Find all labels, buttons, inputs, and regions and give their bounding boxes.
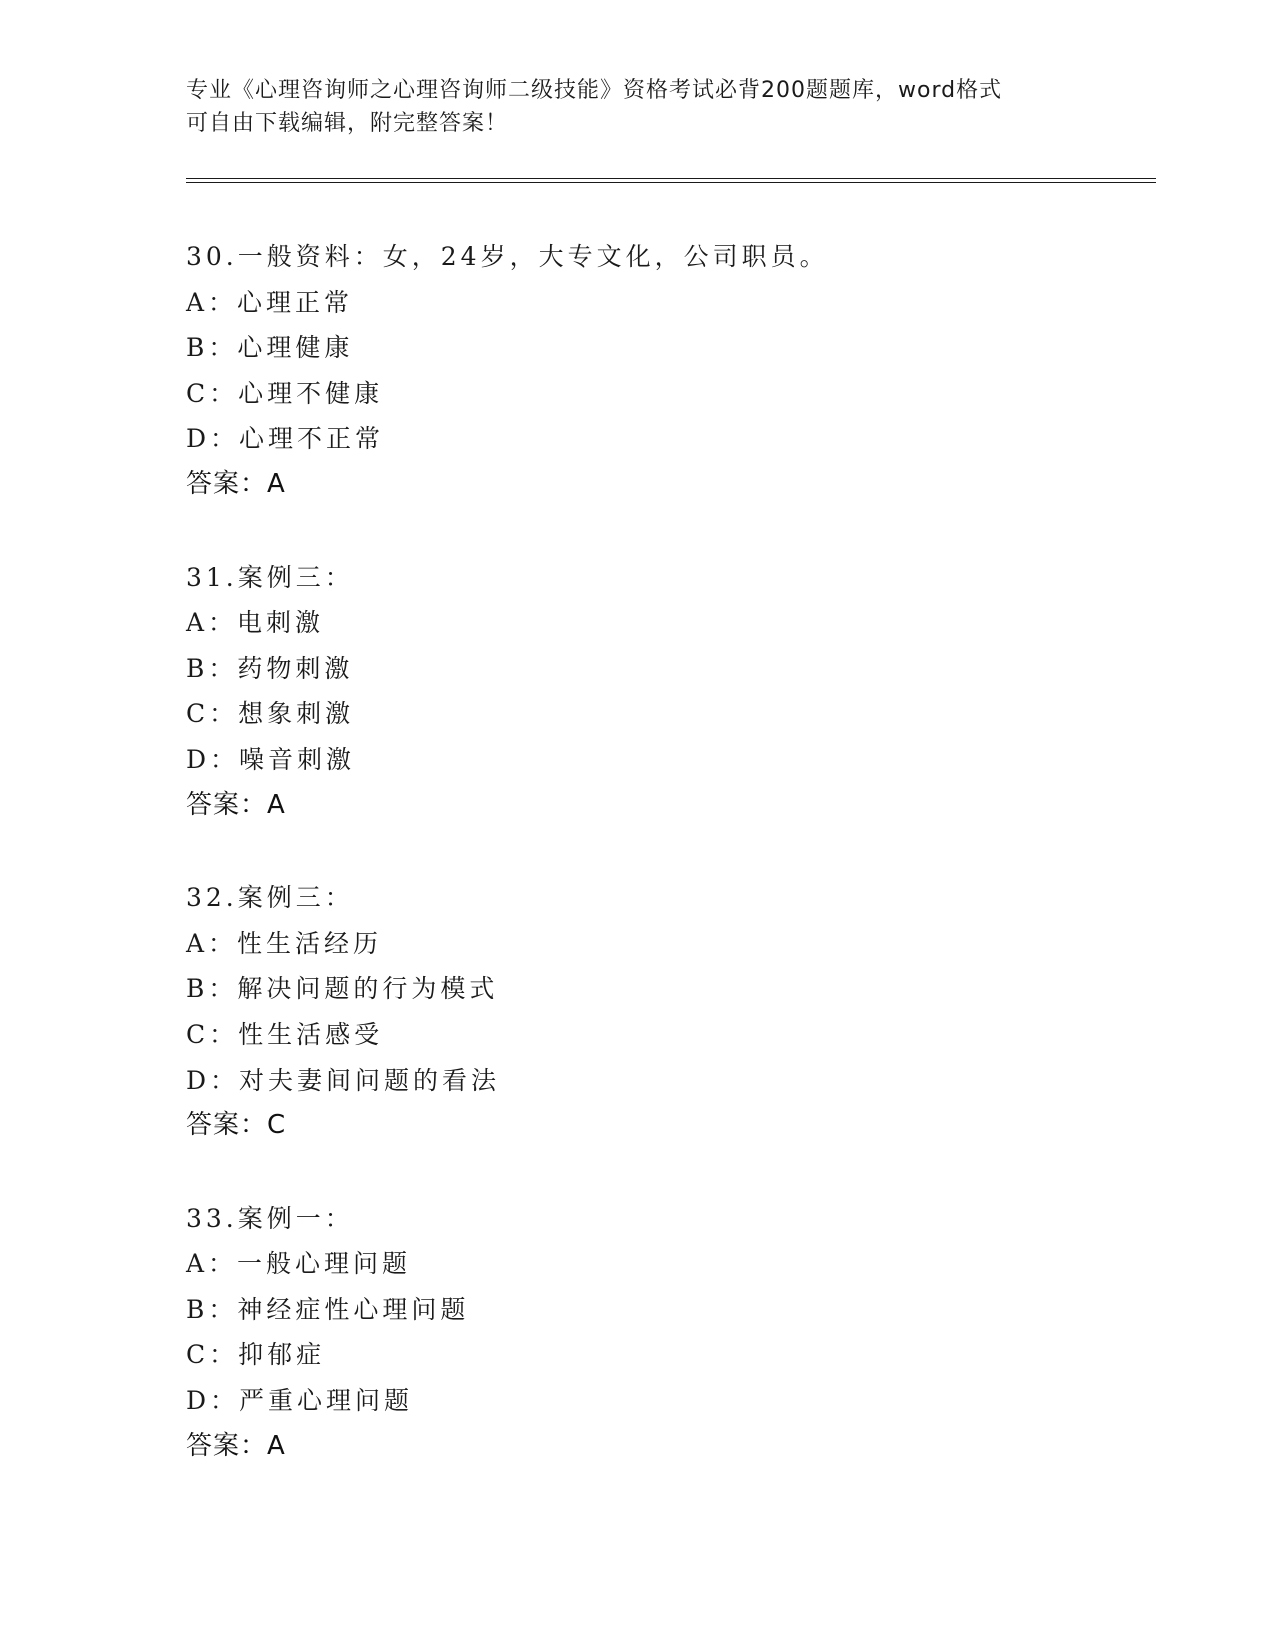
header-line-1: 专业《心理咨询师之心理咨询师二级技能》资格考试必背200题题库，word格式 [186, 78, 1003, 103]
question-30 [186, 234, 1156, 508]
option-b: B：药物刺激 [186, 653, 354, 683]
option-d: D：对夫妻间问题的看法 [186, 1065, 501, 1095]
option-b: B：解决问题的行为模式 [186, 974, 499, 1004]
answer-line: 答案：A [186, 789, 286, 820]
option-c: C：抑郁症 [186, 1340, 326, 1370]
option-a: A：性生活经历 [186, 928, 383, 958]
question-stem: 30.一般资料：女，24岁，大专文化，公司职员。 [186, 242, 829, 271]
answer-line: 答案：C [186, 1110, 287, 1141]
option-d: D：严重心理问题 [186, 1386, 414, 1416]
option-b: B：心理健康 [186, 333, 354, 363]
header-line-2: 可自由下载编辑，附完整答案！ [186, 111, 509, 136]
option-a: A：电刺激 [186, 608, 325, 638]
question-stem: 32.案例三： [186, 883, 354, 913]
question-33 [186, 1196, 1156, 1470]
question-31 [186, 555, 1156, 829]
option-a: A：心理正常 [186, 287, 354, 317]
option-d: D：噪音刺激 [186, 744, 356, 774]
answer-line: 答案：A [186, 468, 286, 499]
question-list [186, 234, 1156, 1516]
option-c: C：想象刺激 [186, 699, 355, 729]
question-32 [186, 875, 1156, 1149]
option-c: C：心理不健康 [186, 378, 384, 408]
option-d: D：心理不正常 [186, 424, 385, 454]
option-c: C：性生活感受 [186, 1019, 384, 1049]
option-b: B：神经症性心理问题 [186, 1294, 470, 1324]
question-stem: 33.案例一： [186, 1203, 354, 1233]
header-divider [186, 178, 1156, 183]
option-a: A：一般心理问题 [186, 1249, 412, 1279]
answer-line: 答案：A [186, 1430, 286, 1461]
question-stem: 31.案例三： [186, 562, 354, 592]
document-header [186, 74, 1086, 140]
